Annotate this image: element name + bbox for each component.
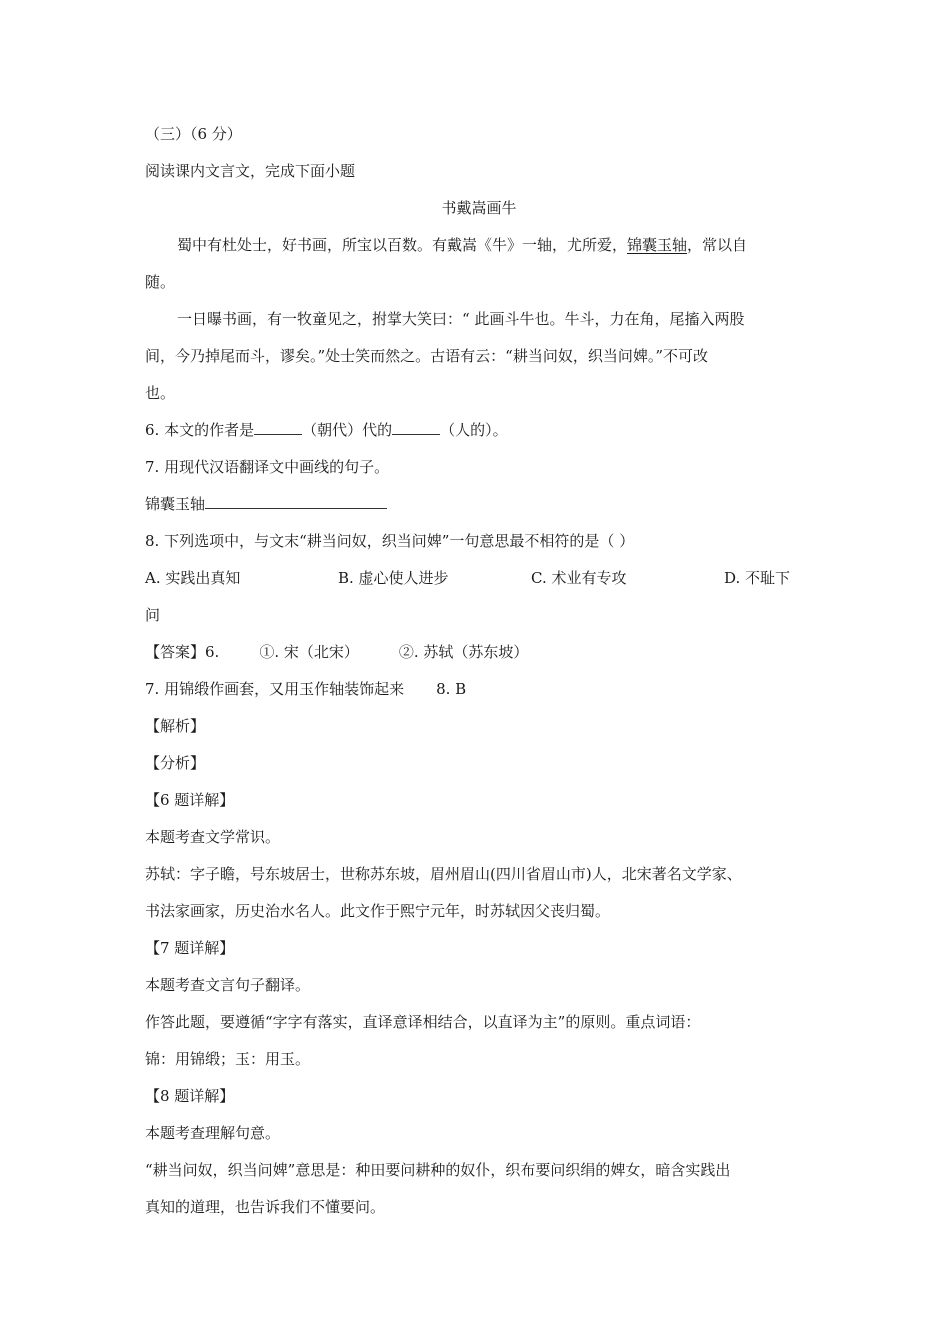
question-6: [145, 416, 813, 453]
q6-detail-label: 【6 题详解】: [145, 791, 235, 809]
passage-paragraph-1-cont: 随。: [145, 273, 176, 291]
section-header: （三）（6 分）: [145, 125, 242, 143]
answer-8: 8. B: [436, 680, 467, 698]
question-text: 锦囊玉轴: [145, 495, 206, 513]
question-7-prompt: [145, 490, 813, 527]
answer-line-1: [145, 638, 813, 675]
option-c: C. 术业有专攻: [531, 569, 627, 587]
q6-detail-text: 书法家画家，历史治水名人。此文作于熙宁元年，时苏轼因父丧归蜀。: [145, 902, 611, 920]
answer-label: 【答案】6.: [145, 643, 220, 661]
q8-detail-text: 本题考查理解句意。: [145, 1124, 281, 1142]
instruction: 阅读课内文言文，完成下面小题: [145, 162, 356, 180]
answer-6-1: ①. 宋（北宋）: [259, 643, 359, 661]
fenxi-label: 【分析】: [145, 754, 206, 772]
question-8: 8. 下列选项中，与文末“耕当问奴，织当问婢”一句意思最不相符的是（ ）: [145, 532, 635, 550]
q7-detail-text: 作答此题，要遵循“字字有落实，直译意译相结合，以直译为主”的原则。重点词语：: [145, 1013, 701, 1031]
question-8-options: [145, 564, 813, 601]
passage-paragraph-2-cont: 间，今乃掉尾而斗，谬矣。”处士笑而然之。古语有云：“耕当问奴，织当问婢。”不可改: [145, 347, 709, 365]
option-b: B. 虚心使人进步: [338, 569, 449, 587]
passage-title: 书戴嵩画牛: [441, 199, 517, 217]
answer-blank: [205, 491, 387, 509]
passage-text: ，常以自: [687, 236, 748, 254]
q8-detail-text: “耕当问奴，织当问婢”意思是：种田要问耕种的奴仆，织布要问织绢的婢女，暗含实践出: [145, 1161, 731, 1179]
passage-paragraph-2-end: 也。: [145, 384, 176, 402]
question-7: 7. 用现代汉语翻译文中画线的句子。: [145, 458, 390, 476]
q7-detail-text: 锦：用锦缎；玉：用玉。: [145, 1050, 311, 1068]
q6-detail-text: 苏轼：字子瞻，号东坡居士，世称苏东坡，眉州眉山(四川省眉山市)人，北宋著名文学家、: [145, 865, 742, 883]
q8-detail-label: 【8 题详解】: [145, 1087, 235, 1105]
question-8-options-wrap: 问: [145, 606, 161, 624]
document-content: [145, 120, 813, 1230]
question-text: （朝代）代的: [302, 421, 393, 439]
answer-7: 7. 用锦缎作画套，又用玉作轴装饰起来: [145, 680, 405, 698]
q7-detail-label: 【7 题详解】: [145, 939, 235, 957]
answer-blank: [254, 417, 302, 435]
passage-text: 蜀中有杜处士，好书画，所宝以百数。有戴嵩《牛》一轴，尤所爱，: [177, 236, 628, 254]
analysis-label: 【解析】: [145, 717, 206, 735]
option-d: D. 不耻下: [724, 569, 791, 587]
answer-blank: [392, 417, 440, 435]
q8-detail-text: 真知的道理，也告诉我们不懂要问。: [145, 1198, 386, 1216]
option-a: A. 实践出真知: [145, 569, 241, 587]
answer-6-2: ②. 苏轼（苏东坡）: [398, 643, 529, 661]
answer-line-2: [145, 675, 813, 712]
q7-detail-text: 本题考查文言句子翻译。: [145, 976, 311, 994]
question-text: （人的）。: [440, 421, 508, 439]
question-text: 6. 本文的作者是: [145, 421, 255, 439]
q6-detail-text: 本题考查文学常识。: [145, 828, 281, 846]
underlined-sentence: 锦囊玉轴: [627, 236, 688, 254]
passage-paragraph-2: 一日曝书画，有一牧童见之，拊掌大笑曰：“ 此画斗牛也。牛斗，力在角，尾搐入两股: [177, 310, 745, 328]
passage-paragraph-1: [145, 231, 813, 268]
